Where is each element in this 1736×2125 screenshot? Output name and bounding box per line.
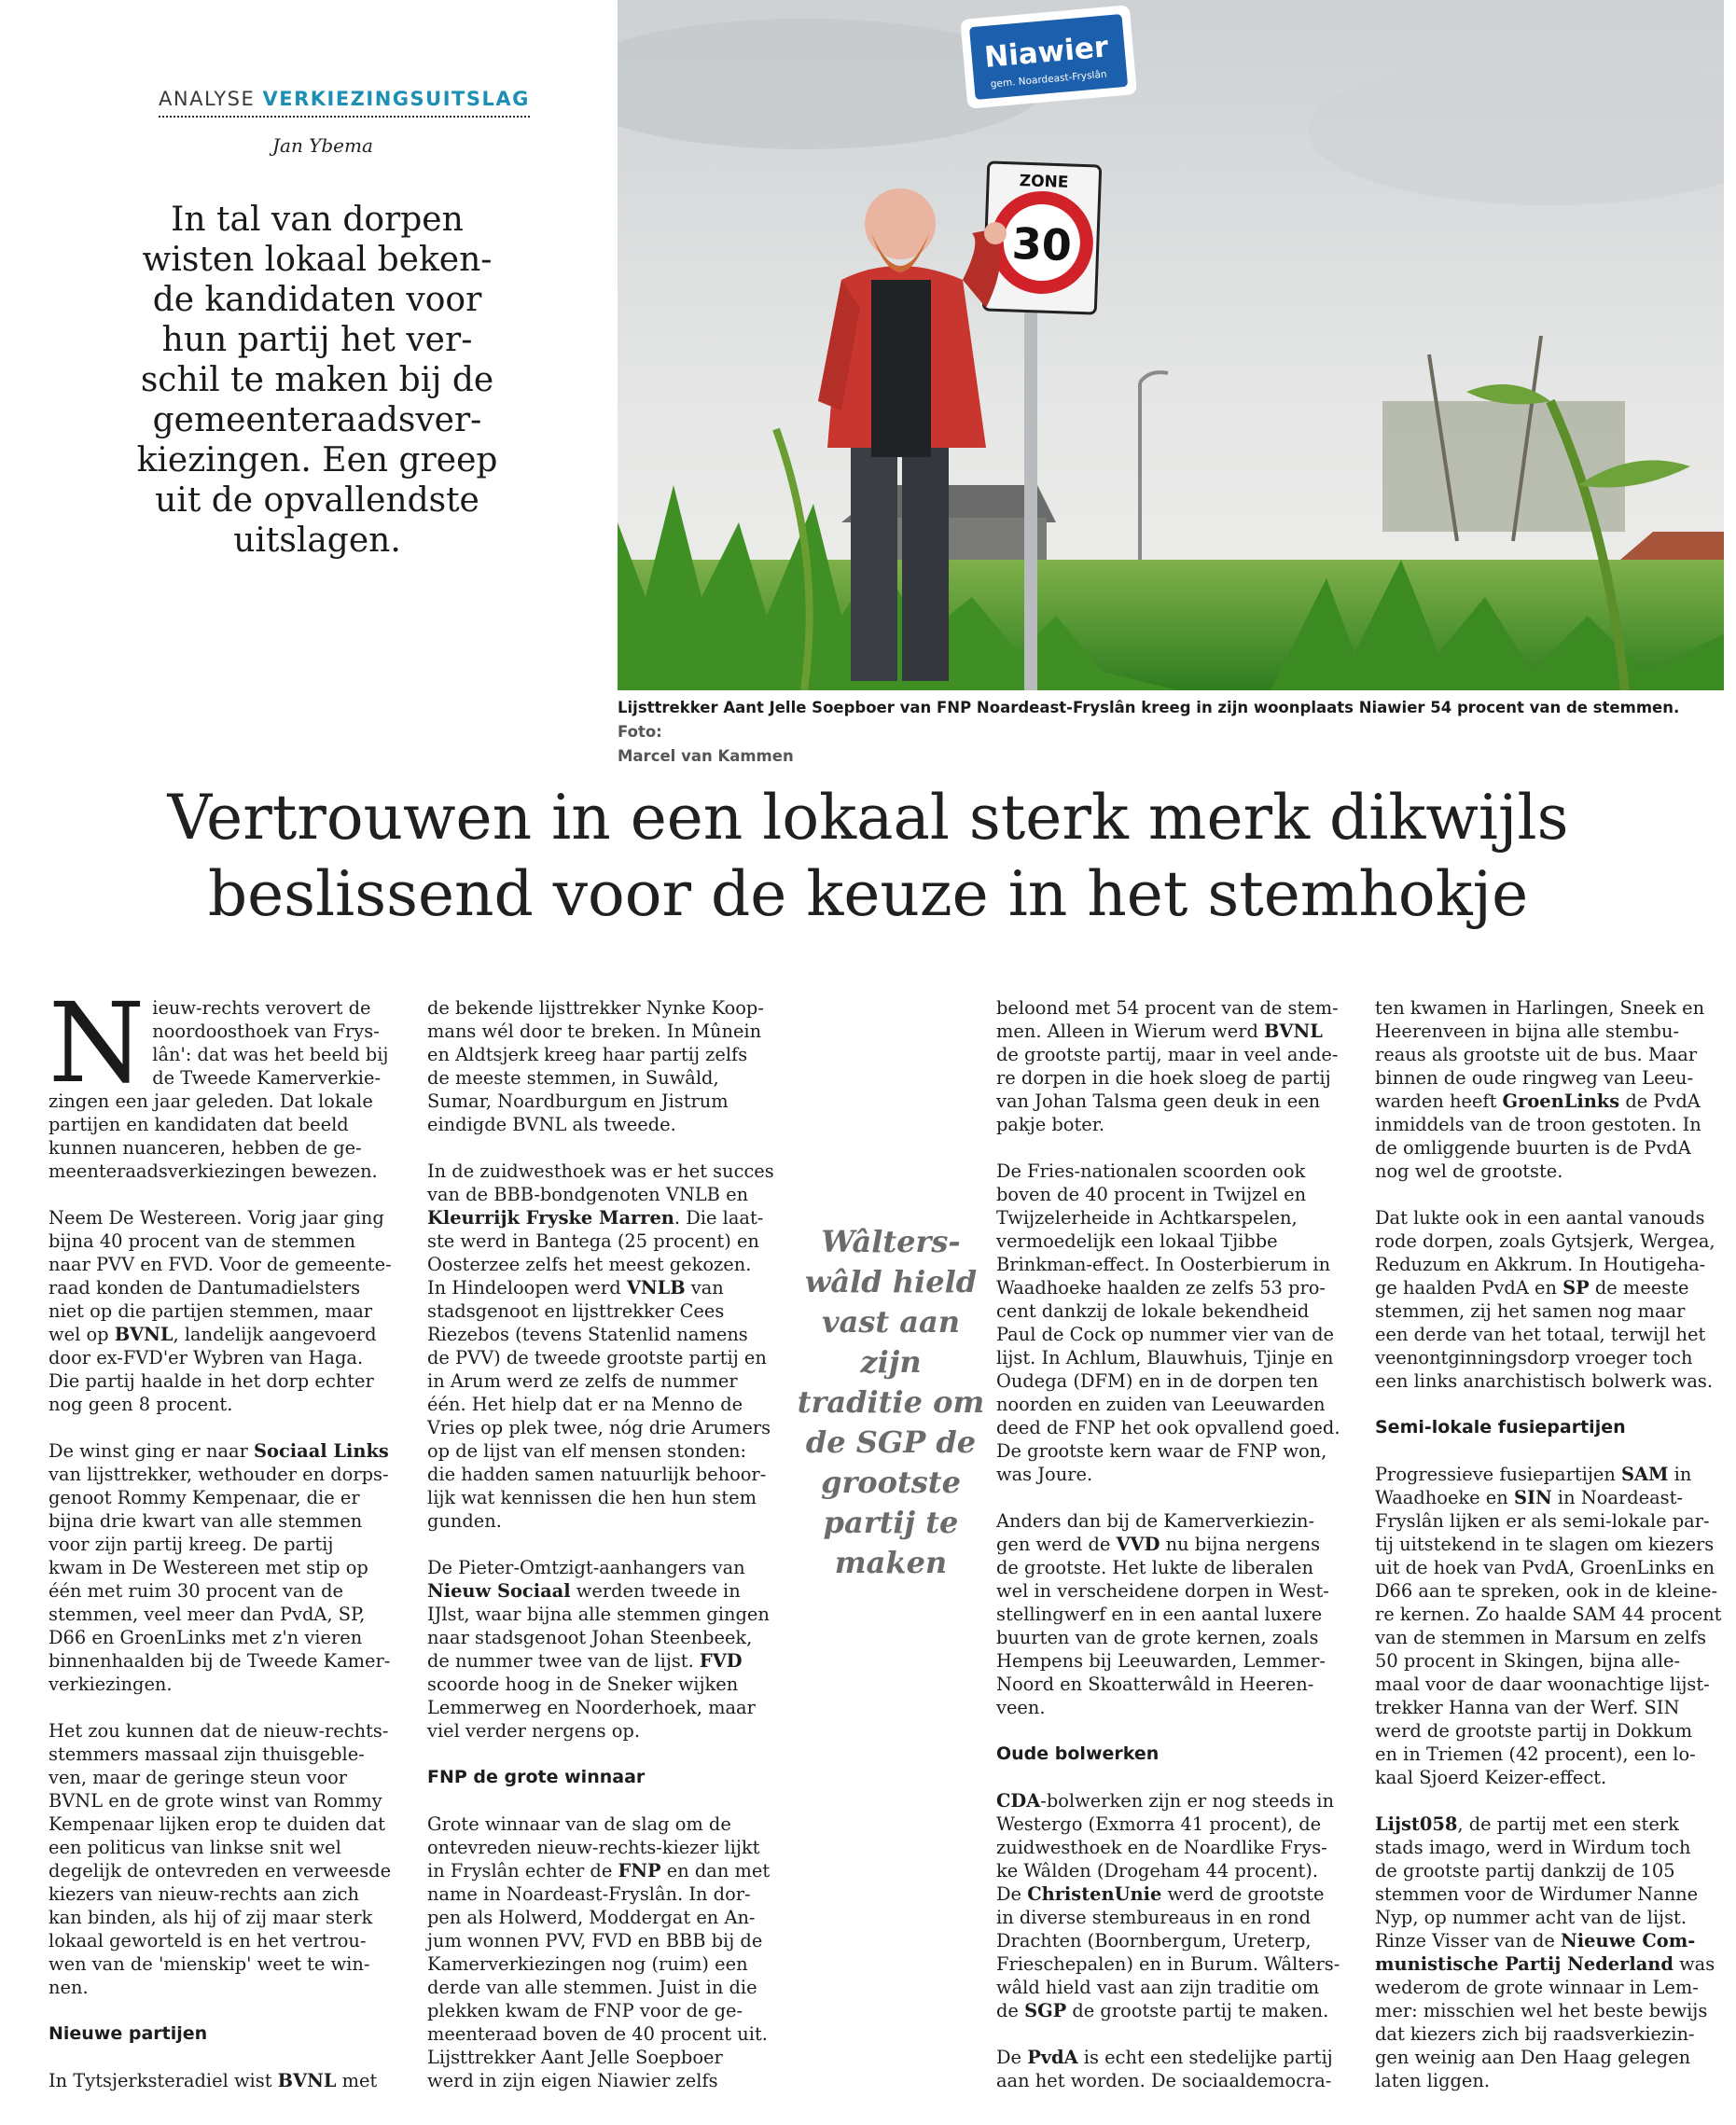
text-line: vermoedelijk een lokaal Tjibbe	[996, 1230, 1278, 1252]
text-run: wel op	[49, 1324, 115, 1345]
text-run: in	[1668, 1464, 1692, 1485]
article-photo	[618, 0, 1724, 690]
text-line: plekken kwam de FNP voor de ge-	[427, 2000, 743, 2021]
text-line: BVNL en de grote winst van Rommy	[49, 1790, 382, 1812]
text-line: Hempens bij Leeuwarden, Lemmer-	[996, 1650, 1326, 1672]
text-line: stellingwerf en in een aantal luxere	[996, 1604, 1323, 1625]
text-line: mer: misschien wel het beste bewijs	[1375, 2000, 1708, 2021]
text-line: kiezers van nieuw-rechts aan zich	[49, 1883, 360, 1905]
paragraph	[1375, 996, 1705, 1183]
text-line: één met ruim 30 procent van de	[49, 1580, 343, 1602]
text-line: Kamerverkiezingen nog (ruim) een	[427, 1953, 748, 1975]
text-line	[1375, 1090, 1701, 1113]
text-run: In Hindeloopen werd	[427, 1277, 627, 1299]
subheading: Nieuwe partijen	[49, 2023, 208, 2044]
paragraph	[996, 996, 1339, 1136]
text-line: trekker Hanna van der Werf. SIN	[1375, 1697, 1680, 1718]
party-name: GroenLinks	[1502, 1090, 1620, 1112]
text-line: degelijk de ontevreden en verweesde	[49, 1860, 392, 1882]
kicker-section: VERKIEZINGSUITSLAG	[262, 88, 530, 110]
text-line: pen als Holwerd, Moddergat en An-	[427, 1907, 756, 1928]
text-line: kwam in De Westereen met stip op	[49, 1557, 368, 1578]
party-name: Nieuw Sociaal	[427, 1580, 571, 1602]
intro-line: gemeenteraadsver-	[152, 401, 482, 439]
text-line: ke Wâlden (Drogeham 44 procent).	[996, 1860, 1319, 1882]
pull-quote-line: zijn	[860, 1344, 922, 1380]
paragraph	[1375, 1206, 1715, 1393]
party-name: ChristenUnie	[1027, 1883, 1162, 1905]
text-run: gen werd de	[996, 1534, 1117, 1555]
text-run: de grootste partij te maken.	[1066, 2000, 1329, 2021]
text-line: re kernen. Zo haalde SAM 44 procent	[1375, 1604, 1722, 1625]
kicker-label: ANALYSE	[159, 88, 256, 110]
party-name: VNLB	[626, 1277, 686, 1299]
paragraph	[1375, 1463, 1722, 1789]
text-line	[1375, 1486, 1697, 1509]
text-line: in diverse stembureaus in en rond	[996, 1907, 1311, 1928]
sign-zone-number: 30	[1010, 217, 1073, 271]
text-line: meenteraad boven de 40 procent uit.	[427, 2023, 768, 2045]
text-line: jum wonnen PVV, FVD en BBB bij de	[427, 1930, 763, 1951]
party-name: FVD	[699, 1650, 743, 1672]
text-line: de grootste. Het lukte de liberalen	[996, 1557, 1313, 1578]
paragraph	[49, 2069, 378, 2092]
text-line: Twijzelerheide in Achtkarspelen,	[996, 1207, 1298, 1229]
text-line: een politicus van linkse snit wel	[49, 1837, 341, 1858]
intro-line: uitslagen.	[233, 521, 401, 560]
paragraph	[996, 1160, 1340, 1486]
text-line: zuidwesthoek en de Noardlike Frys-	[996, 1837, 1327, 1858]
text-run: met	[336, 2070, 378, 2091]
text-line: veenontginningsdorp vroeger toch	[1375, 1347, 1693, 1368]
text-line: inmiddels van de troon gestoten. In	[1375, 1114, 1701, 1135]
text-line: maal voor de daar woonachtige lijst-	[1375, 1674, 1710, 1695]
photo-caption	[618, 696, 1724, 769]
text-line: een links anarchistisch bolwerk was.	[1375, 1370, 1714, 1392]
text-line: Kempenaar lijken erop te duiden dat	[49, 1813, 385, 1835]
text-line: één. Het hielp dat er na Menno de	[427, 1394, 743, 1415]
text-column-1	[49, 979, 392, 2092]
text-line: Grote winnaar van de slag om de	[427, 1813, 731, 1835]
text-line: verkiezingen.	[49, 1674, 173, 1695]
text-line: partijen en kandidaten dat beeld	[49, 1114, 349, 1135]
text-line: nen.	[49, 1977, 89, 1998]
text-line: Neem De Westereen. Vorig jaar ging	[49, 1207, 384, 1229]
pull-quote-line: traditie om	[797, 1384, 985, 1420]
text-line: wederom de grote winnaar in Lem-	[1375, 1977, 1699, 1998]
paragraph	[427, 1160, 774, 1533]
paragraph	[427, 1556, 770, 1743]
text-line: stemmen, veel meer dan PvdA, SP,	[49, 1604, 366, 1625]
text-run: . Die laat-	[674, 1207, 764, 1229]
party-name: SIN	[1513, 1487, 1552, 1508]
text-line: die hadden samen natuurlijk behoor-	[427, 1464, 767, 1485]
text-run: warden heeft	[1375, 1090, 1503, 1112]
text-line: IJlst, waar bijna alle stemmen gingen	[427, 1604, 770, 1625]
text-line: Fryslân lijken er als semi-lokale par-	[1375, 1510, 1710, 1532]
intro-line: schil te maken bij de	[140, 361, 494, 399]
text-line	[427, 1859, 771, 1882]
text-run: in Noardeast-	[1551, 1487, 1683, 1508]
text-line: Dat lukte ook in een aantal vanouds	[1375, 1207, 1705, 1229]
text-line: werd de grootste partij in Dokkum	[1375, 1720, 1693, 1742]
party-name: CDA	[996, 1790, 1041, 1812]
text-run: en dan met	[660, 1860, 771, 1882]
text-line: wel in verscheidene dorpen in West-	[996, 1580, 1329, 1602]
text-run: is echt een stedelijke partij	[1077, 2047, 1333, 2068]
sign-zone-label: ZONE	[1019, 172, 1069, 192]
text-line: Lemmerweg en Noorderhoek, maar	[427, 1697, 756, 1718]
text-run: Rinze Visser van de	[1375, 1930, 1562, 1951]
text-line: de PVV) de tweede grootste partij en	[427, 1347, 767, 1368]
text-line: en in Triemen (42 procent), een lo-	[1375, 1743, 1696, 1765]
text-run: nu bijna nergens	[1160, 1534, 1321, 1555]
party-name: Lijst058	[1375, 1813, 1458, 1835]
paragraph	[49, 1206, 392, 1416]
paragraph	[1375, 1812, 1715, 2092]
text-line: Vries op plek twee, nóg drie Arumers	[427, 1417, 771, 1438]
text-line: cent dankzij de lokale bekendheid	[996, 1300, 1310, 1322]
text-line: meenteraadsverkiezingen bewezen.	[49, 1160, 378, 1182]
text-line: een derde van het totaal, terwijl het	[1375, 1324, 1706, 1345]
text-line: van Johan Talsma geen deuk in een	[996, 1090, 1321, 1112]
text-line: gunden.	[427, 1510, 502, 1532]
pull-quote-line: vast aan	[822, 1304, 960, 1340]
text-run: de nummer twee van de lijst.	[427, 1650, 700, 1672]
subheading: FNP de grote winnaar	[427, 1767, 646, 1787]
text-line: scoorde hoog in de Sneker wijken	[427, 1674, 739, 1695]
sign-place-name: Niawier	[982, 30, 1110, 75]
text-line: Het zou kunnen dat de nieuw-rechts-	[49, 1720, 389, 1742]
pull-quote-line: partij te	[823, 1505, 959, 1540]
text-line: tij uitstekend in te slagen om kiezers	[1375, 1534, 1715, 1555]
text-run: de	[996, 2000, 1025, 2021]
text-line: was Joure.	[996, 1464, 1093, 1485]
text-line: Waadhoeke haalden ze zelfs 53 pro-	[996, 1277, 1326, 1299]
text-line: De grootste kern waar de FNP won,	[996, 1440, 1327, 1462]
text-line: dat kiezers zich bij raadsverkiezin-	[1375, 2023, 1695, 2045]
party-name: munistische Partij Nederland	[1375, 1953, 1674, 1975]
headline	[0, 780, 1736, 933]
party-name: Sociaal Links	[254, 1440, 389, 1462]
text-line: Sumar, Noardburgum en Jistrum	[427, 1090, 729, 1112]
paragraph	[427, 996, 764, 1136]
text-line: Noord en Skoatterwâld in Heeren-	[996, 1674, 1314, 1695]
text-line: deed de FNP het ook opvallend goed.	[996, 1417, 1340, 1438]
text-column-2	[427, 996, 774, 2092]
text-line: Drachten (Boornbergum, Ureterp,	[996, 1930, 1312, 1951]
text-line	[996, 1999, 1329, 2022]
text-line: viel verder nergens op.	[427, 1720, 640, 1742]
text-line	[1375, 1463, 1697, 1486]
text-line	[1375, 1812, 1697, 1836]
text-line	[996, 1789, 1334, 1812]
intro-line: In tal van dorpen	[171, 201, 464, 239]
text-line: gen weinig aan Den Haag gelegen	[1375, 2047, 1691, 2068]
text-line: binnenhaalden bij de Tweede Kamer-	[49, 1650, 391, 1672]
text-line: wen van de 'mienskip' weet te win-	[49, 1953, 370, 1975]
text-line: Anders dan bij de Kamerverkiezin-	[996, 1510, 1314, 1532]
text-run: De	[996, 2047, 1028, 2068]
text-column-3	[996, 996, 1340, 2092]
text-line: nog wel de grootste.	[1375, 1160, 1563, 1182]
text-line: mans wél door te breken. In Mûnein	[427, 1021, 762, 1042]
text-line: eindigde BVNL als tweede.	[427, 1114, 676, 1135]
text-line: de grootste partij dankzij de 105	[1375, 1860, 1675, 1882]
sign-municipality: gem. Noardeast-Fryslân	[990, 68, 1108, 90]
paragraph	[996, 1509, 1329, 1719]
text-line: lân': dat was het beeld bij	[152, 1044, 389, 1065]
text-run: de meeste	[1589, 1277, 1689, 1299]
text-line: lijk wat kennissen die hen hun stem	[427, 1487, 757, 1508]
paragraph	[49, 1439, 391, 1696]
text-run: -bolwerken zijn er nog steeds in	[1040, 1790, 1334, 1812]
text-line: bijna 40 procent van de stemmen	[49, 1230, 355, 1252]
text-line: pakje boter.	[996, 1114, 1105, 1135]
text-run: van	[685, 1277, 724, 1299]
text-line: stemmen voor de Wirdumer Nanne	[1375, 1883, 1699, 1905]
text-line: veen.	[996, 1697, 1046, 1718]
intro-text	[131, 200, 504, 561]
text-line: 50 procent in Skingen, bijna alle-	[1375, 1650, 1681, 1672]
text-line: ste werd in Bantega (25 procent) en	[427, 1230, 759, 1252]
text-line: Westergo (Exmorra 41 procent), de	[996, 1813, 1322, 1835]
text-run: de PvdA	[1619, 1090, 1701, 1112]
text-line: nog geen 8 procent.	[49, 1394, 233, 1415]
intro-line: de kandidaten voor	[152, 281, 482, 319]
pull-quote-line: maken	[834, 1545, 948, 1580]
caption-text: Lijsttrekker Aant Jelle Soepboer van FNP Noardeast-Fryslân kreeg in zijn woonplaats Niawier 54 procent van de stemmen.	[618, 699, 1680, 716]
text-line: stads imago, werd in Wirdum toch	[1375, 1837, 1691, 1858]
text-line: kan binden, als hij of zij maar sterk	[49, 1907, 373, 1928]
text-line: laten liggen.	[1375, 2070, 1491, 2091]
text-line: ten kwamen in Harlingen, Sneek en	[1375, 997, 1705, 1019]
text-line: Lijsttrekker Aant Jelle Soepboer	[427, 2047, 723, 2068]
text-line	[996, 1533, 1321, 1556]
text-line: De Fries-nationalen scoorden ook	[996, 1160, 1306, 1182]
headline-line: Vertrouwen in een lokaal sterk merk dikwijls	[167, 782, 1569, 854]
text-line: en Aldtsjerk kreeg haar partij zelfs	[427, 1044, 748, 1065]
text-line: bijna drie kwart van alle stemmen	[49, 1510, 363, 1532]
text-line: op de lijst van elf mensen stonden:	[427, 1440, 747, 1462]
text-line: stadsgenoot en lijsttrekker Cees	[427, 1300, 725, 1322]
text-line	[996, 1882, 1325, 1906]
text-line	[1375, 1929, 1697, 1952]
text-line: Paul de Cock op nummer vier van de	[996, 1324, 1334, 1345]
text-line: naar PVV en FVD. Voor de gemeente-	[49, 1254, 392, 1275]
intro-line: wisten lokaal beken-	[142, 241, 493, 279]
text-line: in Arum werd ze zelfs de nummer	[427, 1370, 738, 1392]
text-line: uit de hoek van PvdA, GroenLinks en	[1375, 1557, 1715, 1578]
text-line	[1375, 1276, 1697, 1299]
text-line: D66 en GroenLinks met z'n vieren	[49, 1627, 363, 1648]
party-name: FNP	[618, 1860, 661, 1882]
text-run: In Tytsjerksteradiel wist	[49, 2070, 278, 2091]
party-name: SGP	[1024, 2000, 1067, 2021]
headline-line: beslissend voor de keuze in het stemhokje	[207, 858, 1529, 930]
text-line: De Pieter-Omtzigt-aanhangers van	[427, 1557, 745, 1578]
text-line: Nyp, op nummer acht van de lijst.	[1375, 1907, 1687, 1928]
intro-line: hun partij het ver-	[161, 321, 473, 359]
drop-cap: N	[49, 979, 146, 1107]
text-line: stemmen, zij het samen nog maar	[1375, 1300, 1686, 1322]
paragraph	[427, 1812, 771, 2092]
subheading: Oude bolwerken	[996, 1743, 1160, 1764]
text-line: niet op die partijen stemmen, maar	[49, 1300, 373, 1322]
text-line: noordoosthoek van Frys-	[152, 1021, 380, 1042]
text-line	[427, 1276, 749, 1299]
text-line	[427, 1649, 749, 1673]
party-name: SP	[1562, 1277, 1590, 1299]
text-line: kunnen nuanceren, hebben de ge-	[49, 1137, 362, 1159]
party-name: BVNL	[1264, 1021, 1323, 1042]
text-line	[427, 1206, 764, 1229]
text-line: aan het worden. De sociaaldemocra-	[996, 2070, 1332, 2091]
party-name: VVD	[1116, 1534, 1160, 1555]
pull-quote-line: de SGP de	[805, 1424, 977, 1460]
text-line: lokaal geworteld is en het vertrou-	[49, 1930, 367, 1951]
text-line: de grootste partij, maar in veel ande-	[996, 1044, 1339, 1065]
text-line: wâld hield vast aan zijn traditie om	[996, 1977, 1320, 1998]
text-run: men. Alleen in Wierum werd	[996, 1021, 1265, 1042]
photo-credit-name: Marcel van Kammen	[618, 747, 794, 765]
text-run: werden tweede in	[570, 1580, 741, 1602]
text-line: reaus als grootste uit de bus. Maar	[1375, 1044, 1698, 1065]
party-name: BVNL	[277, 2070, 337, 2091]
text-line: de meeste stemmen, in Suwâld,	[427, 1067, 719, 1089]
text-line: ieuw-rechts verovert de	[152, 997, 371, 1019]
text-line: Reduzum en Akkrum. In Houtigeha-	[1375, 1254, 1706, 1275]
text-line: In de zuidwesthoek was er het succes	[427, 1160, 774, 1182]
text-line: genoot Rommy Kempenaar, die er	[49, 1487, 360, 1508]
text-line: boven de 40 procent in Twijzel en	[996, 1184, 1307, 1205]
paragraph	[49, 1719, 392, 1999]
text-line: re dorpen in die hoek sloeg de partij	[996, 1067, 1331, 1089]
text-line: buurten van de grote kernen, zoals	[996, 1627, 1319, 1648]
text-run: , de partij met een sterk	[1457, 1813, 1679, 1835]
paragraph	[996, 1789, 1340, 2022]
paragraph	[996, 2046, 1333, 2092]
text-run: De winst ging er naar	[49, 1440, 255, 1462]
text-line: noorden en zuiden van Leeuwarden	[996, 1394, 1326, 1415]
text-run: Waadhoeke en	[1375, 1487, 1514, 1508]
text-line	[1375, 1952, 1715, 1976]
text-line: name in Noardeast-Fryslân. In dor-	[427, 1883, 751, 1905]
text-line	[49, 1323, 377, 1346]
intro-line: kiezingen. Een greep	[136, 441, 498, 479]
party-name: BVNL	[114, 1324, 174, 1345]
text-line	[49, 1439, 389, 1463]
text-line: D66 aan te spreken, ook in de kleine-	[1375, 1580, 1718, 1602]
text-run: Progressieve fusiepartijen	[1375, 1464, 1621, 1485]
text-line: Brinkman-effect. In Oosterbierum in	[996, 1254, 1331, 1275]
text-line: Die partij haalde in het dorp echter	[49, 1370, 374, 1392]
text-column-4	[1375, 996, 1722, 2092]
text-line: naar stadsgenoot Johan Steenbeek,	[427, 1627, 753, 1648]
intro-line: uit de opvallendste	[155, 481, 479, 520]
text-line: binnen de oude ringweg van Leeu-	[1375, 1067, 1694, 1089]
text-line: voor zijn partij kreeg. De partij	[49, 1534, 334, 1555]
text-run: De	[996, 1883, 1028, 1905]
text-line: Frieschepalen) en in Burum. Wâlters-	[996, 1953, 1340, 1975]
text-line: stemmers massaal zijn thuisgeble-	[49, 1743, 365, 1765]
text-line: zingen een jaar geleden. Dat lokale	[49, 1090, 373, 1112]
text-line: van de stemmen in Marsum en zelfs	[1375, 1627, 1707, 1648]
text-run: was	[1673, 1953, 1715, 1975]
text-line: de Tweede Kamerverkie-	[152, 1067, 381, 1089]
text-line: van de BBB-bondgenoten VNLB en	[427, 1184, 749, 1205]
text-line	[996, 1020, 1323, 1043]
text-line	[427, 1579, 749, 1603]
party-name: SAM	[1621, 1464, 1669, 1485]
text-line: Oosterzee zelfs het meest gekozen.	[427, 1254, 752, 1275]
text-line: rode dorpen, zoals Gytsjerk, Wergea,	[1375, 1230, 1715, 1252]
pull-quote	[793, 1222, 989, 1583]
text-run: ge haalden PvdA en	[1375, 1277, 1563, 1299]
text-line: door ex-FVD'er Wybren van Haga.	[49, 1347, 364, 1368]
text-line: Heerenveen in bijna alle stembu-	[1375, 1021, 1680, 1042]
party-name: Kleurrijk Fryske Marren	[427, 1207, 674, 1229]
party-name: PvdA	[1027, 2047, 1078, 2068]
photo-credit-label: Foto:	[618, 723, 662, 741]
text-line: beloond met 54 procent van de stem-	[996, 997, 1339, 1019]
byline: Jan Ybema	[272, 134, 373, 157]
text-line: ontevreden nieuw-rechts-kiezer lijkt	[427, 1837, 760, 1858]
party-name: Nieuwe Com-	[1561, 1930, 1696, 1951]
text-run: , landelijk aangevoerd	[173, 1324, 377, 1345]
subheading: Semi-lokale fusiepartijen	[1375, 1417, 1626, 1438]
text-line: Riezebos (tevens Statenlid namens	[427, 1324, 748, 1345]
text-line: raad konden de Dantumadielsters	[49, 1277, 361, 1299]
text-line	[49, 2069, 378, 2092]
text-line: kaal Sjoerd Keizer-effect.	[1375, 1767, 1607, 1788]
text-line: werd in zijn eigen Niawier zelfs	[427, 2070, 718, 2091]
pull-quote-line: Wâlters-	[821, 1224, 961, 1259]
text-line: lijst. In Achlum, Blauwhuis, Tjinje en	[996, 1347, 1334, 1368]
text-line: ven, maar de geringe steun voor	[49, 1767, 348, 1788]
text-line: Oudega (DFM) en in de dorpen ten	[996, 1370, 1319, 1392]
text-run: in Fryslân echter de	[427, 1860, 618, 1882]
text-line: de bekende lijsttrekker Nynke Koop-	[427, 997, 764, 1019]
text-run: werd de grootste	[1161, 1883, 1325, 1905]
pull-quote-line: wâld hield	[804, 1264, 978, 1299]
paragraph	[49, 979, 389, 1183]
text-line: derde van alle stemmen. Juist in die	[427, 1977, 757, 1998]
text-line	[996, 2046, 1333, 2069]
section-kicker	[159, 88, 530, 118]
text-line: van lijsttrekker, wethouder en dorps-	[49, 1464, 389, 1485]
text-line: de omliggende buurten is de PvdA	[1375, 1137, 1691, 1159]
pull-quote-line: grootste	[821, 1465, 961, 1500]
